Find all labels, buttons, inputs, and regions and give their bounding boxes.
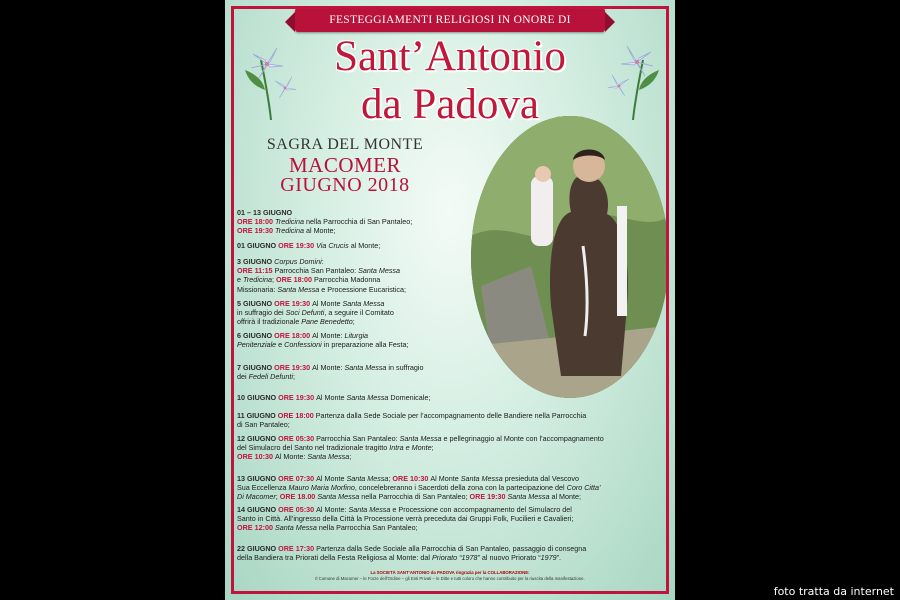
- festival-poster: [225, 0, 675, 600]
- sagra-subtitle: SAGRA DEL MONTE: [266, 136, 424, 153]
- program-text: Domenicale;: [388, 393, 431, 402]
- program-line: [237, 226, 412, 235]
- banner-ribbon: FESTEGGIAMENTI RELIGIOSI IN ONORE DI: [295, 8, 605, 32]
- program-day: 01 – 13 GIUGNO: [237, 208, 293, 217]
- program-time: ORE 19:30: [278, 241, 317, 250]
- program-entry: [237, 434, 604, 462]
- credits-thanks: La SOCIETÀ SANT’ANTONIO da PADOVA ringrazia per la COLLABORAZIONE:: [370, 570, 530, 575]
- program-line: [237, 241, 380, 250]
- program-text: Via Crucis: [316, 241, 349, 250]
- program-line: [237, 420, 586, 429]
- program-entry: [237, 505, 573, 533]
- credits-list: Il Comune di Macomer – le Forze dell’Ordine – gli Enti Privati – le Ditte e tutti coloro che hanno contribuito per la riuscita della manifestazione.: [315, 575, 585, 581]
- program-line: [237, 266, 406, 275]
- program-day: 11 GIUGNO: [237, 411, 278, 420]
- program-text: 1979: [540, 553, 557, 563]
- program-text: Coro Citta’: [566, 483, 601, 493]
- program-day: 22 GIUGNO: [237, 544, 279, 553]
- program-text: Partenza dalla Sede Sociale per l’accompagnamento delle Bandiere nella Parrocchia: [315, 411, 587, 420]
- program-text: ;: [275, 492, 280, 502]
- program-text: Mauro Maria Morfino: [288, 483, 355, 493]
- program-text: , concelebreranno i Sacerdoti della zona con la partecipazione del: [354, 483, 567, 493]
- program-time: ORE 18:00: [274, 331, 313, 340]
- program-time: ORE 07:30: [278, 474, 317, 483]
- program-text: ;: [431, 443, 434, 453]
- program-text: Di Macomer: [237, 492, 276, 502]
- poster-title-line2: da Padova: [361, 81, 539, 128]
- program-line: [237, 514, 573, 523]
- program-text: di San Pantaleo;: [237, 420, 290, 430]
- program-text: del Simulacro del Santo nel tradizionale tragitto: [237, 443, 390, 453]
- program-text: offrirà il tradizionale: [237, 317, 302, 327]
- program-text: Tredicina: [274, 217, 304, 227]
- credits-block: [245, 570, 655, 581]
- program-entry: [237, 257, 406, 294]
- saint-statue-photo-icon: [471, 116, 669, 398]
- program-text: in suffragio dei: [237, 308, 286, 318]
- program-text: ;: [272, 275, 277, 285]
- program-day: 13 GIUGNO: [237, 474, 279, 483]
- program-text: Santa Messa: [460, 474, 503, 483]
- program-line: [237, 505, 573, 514]
- program-text: della Bandiera tra Priorati della Festa Religiosa al Monte: dal: [237, 553, 432, 563]
- program-day: 14 GIUGNO: [237, 505, 279, 514]
- program-text: Santo in Città. All’ingresso della Città la Processione verrà preceduta dai Gruppi Folk, Fucilieri e Cavalieri;: [237, 514, 574, 524]
- program-time: ORE 19:30: [237, 226, 275, 236]
- program-line: [237, 275, 406, 284]
- program-text: Santa Messa: [274, 523, 317, 533]
- program-text: Penitenziale: [237, 340, 277, 350]
- program-line: [237, 434, 604, 443]
- program-day: 5 GIUGNO: [237, 299, 275, 308]
- program-time: ORE 10:30: [392, 474, 431, 483]
- program-day: 7 GIUGNO: [237, 363, 275, 372]
- program-text: Al Monte: [316, 474, 347, 483]
- program-text: in preparazione alla Festa;: [321, 340, 409, 350]
- program-time: ORE 18:00: [237, 217, 275, 227]
- program-time: ORE 19:30: [469, 492, 508, 502]
- program-day: 10 GIUGNO: [237, 393, 279, 402]
- program-text: Priorato “1978”: [431, 553, 480, 563]
- program-text: Al Monte: [430, 474, 461, 483]
- program-time: ORE 18:00: [276, 275, 314, 285]
- program-entry: [237, 411, 586, 429]
- program-text: Parrocchia San Pantaleo:: [316, 434, 400, 443]
- program-text: ”.: [556, 553, 562, 563]
- program-line: [237, 553, 586, 562]
- program-time: ORE 18.00: [279, 492, 318, 502]
- program-text: nella Parrocchia San Pantaleo;: [316, 523, 418, 533]
- program-text: Sua Eccellenza: [237, 483, 289, 493]
- program-text: Santa Messa: [342, 299, 385, 308]
- program-text: ;: [388, 474, 393, 483]
- program-text: Santa Messa: [507, 492, 550, 502]
- program-text: e pellegrinaggio al Monte con l’accompagnamento: [441, 434, 604, 443]
- program-text: Liturgia: [344, 331, 369, 340]
- program-entry: [237, 241, 380, 250]
- event-date: GIUGNO 2018: [280, 174, 410, 196]
- program-text: ;: [292, 372, 295, 382]
- program-time: ORE 19:30: [274, 299, 313, 308]
- program-line: [237, 411, 586, 420]
- program-text: in suffragio: [386, 363, 424, 372]
- program-line: [237, 544, 586, 553]
- program-text: Fedeli Defunti: [248, 372, 293, 382]
- program-line: [237, 483, 601, 492]
- program-line: [237, 340, 408, 349]
- program-text: nella Parrocchia di San Pantaleo;: [359, 492, 470, 502]
- program-text: Soci Defunti: [285, 308, 325, 318]
- program-day: 01 GIUGNO: [237, 241, 279, 250]
- program-time: ORE 05:30: [278, 505, 317, 514]
- program-time: ORE 11:15: [237, 266, 275, 276]
- program-line: [237, 308, 394, 317]
- program-line: [237, 492, 601, 501]
- city-name: MACOMER: [288, 153, 402, 177]
- program-text: Santa Messa: [399, 434, 442, 443]
- program-text: Al Monte:: [312, 331, 345, 340]
- program-text: Santa Messa: [346, 393, 389, 402]
- program-text: Santa Messa: [346, 474, 389, 483]
- program-text: Confessioni: [284, 340, 322, 350]
- program-line: [237, 299, 394, 308]
- program-text: , a seguire il Comitato: [324, 308, 394, 318]
- program-line: [237, 257, 406, 266]
- photo-caption: foto tratta da internet: [773, 585, 894, 598]
- program-text: Santa Messa: [277, 284, 320, 294]
- program-text: e: [276, 340, 285, 350]
- program-time: ORE 10:30: [237, 452, 275, 462]
- program-text: Al Monte: [316, 393, 347, 402]
- program-entry: [237, 363, 423, 381]
- program-day: 6 GIUGNO: [237, 331, 275, 340]
- program-text: al Monte;: [348, 241, 381, 250]
- program-line: [237, 372, 423, 381]
- program-text: Santa Messa: [348, 505, 391, 514]
- program-text: Tredicina: [243, 275, 273, 285]
- program-text: Al Monte:: [316, 505, 349, 514]
- program-text: e Processione Eucaristica;: [319, 284, 406, 294]
- program-text: Missionaria:: [237, 284, 278, 294]
- program-time: ORE 19:30: [274, 363, 313, 372]
- program-text: ;: [352, 317, 355, 327]
- program-text: e: [237, 275, 243, 285]
- program-entry: [237, 544, 586, 562]
- program-text: Corpus Domini: [274, 257, 322, 266]
- program-line: [237, 474, 601, 483]
- program-entry: [237, 474, 601, 502]
- program-line: [237, 523, 573, 532]
- program-line: [237, 208, 412, 217]
- program-time: ORE 18:00: [277, 411, 316, 420]
- program-text: Santa Messa: [307, 452, 350, 462]
- program-text: al Monte;: [549, 492, 582, 502]
- program-text: dei: [237, 372, 249, 382]
- poster-title-line1: Sant’Antonio: [334, 33, 566, 80]
- program-time: ORE 12:00: [237, 523, 275, 533]
- program-line: [237, 393, 430, 402]
- program-text: Santa Messa: [358, 266, 401, 276]
- program-text: Parrocchia Madonna: [313, 275, 381, 285]
- program-line: [237, 217, 412, 226]
- program-text: presieduta dal Vescovo: [502, 474, 580, 483]
- program-day: 12 GIUGNO: [237, 434, 279, 443]
- program-text: Al Monte:: [312, 363, 345, 372]
- program-line: [237, 317, 394, 326]
- program-day: 3 GIUGNO: [237, 257, 275, 266]
- program-text: ;: [349, 452, 352, 462]
- program-text: Santa Messa: [344, 363, 387, 372]
- program-time: ORE 05:30: [278, 434, 317, 443]
- program-text: al nuovo Priorato “: [479, 553, 541, 563]
- program-entry: [237, 393, 430, 402]
- program-time: ORE 19:30: [278, 393, 317, 402]
- program-entry: [237, 331, 408, 349]
- program-line: [237, 452, 604, 461]
- program-text: Al Monte:: [274, 452, 308, 462]
- program-text: Pane Benedetto: [301, 317, 353, 327]
- program-text: Santa Messa: [317, 492, 360, 502]
- program-text: nella Parrocchia di San Pantaleo;: [303, 217, 413, 227]
- program-time: ORE 17:30: [278, 544, 317, 553]
- program-line: [237, 363, 423, 372]
- program-text: Tredicina: [274, 226, 304, 236]
- program-line: [237, 331, 408, 340]
- program-text: :: [321, 257, 324, 266]
- program-text: Intra e Monte: [389, 443, 432, 453]
- program-text: Parrocchia San Pantaleo:: [274, 266, 359, 276]
- program-text: e Processione con accompagnamento del Simulacro del: [390, 505, 572, 514]
- program-text: Partenza dalla Sede Sociale alla Parrocchia di San Pantaleo, passaggio di consegna: [316, 544, 587, 553]
- program-line: [237, 443, 604, 452]
- program-line: [237, 285, 406, 294]
- program-entry: [237, 208, 412, 236]
- program-text: al Monte;: [303, 226, 336, 236]
- program-entry: [237, 299, 394, 327]
- program-text: Al Monte: [312, 299, 343, 308]
